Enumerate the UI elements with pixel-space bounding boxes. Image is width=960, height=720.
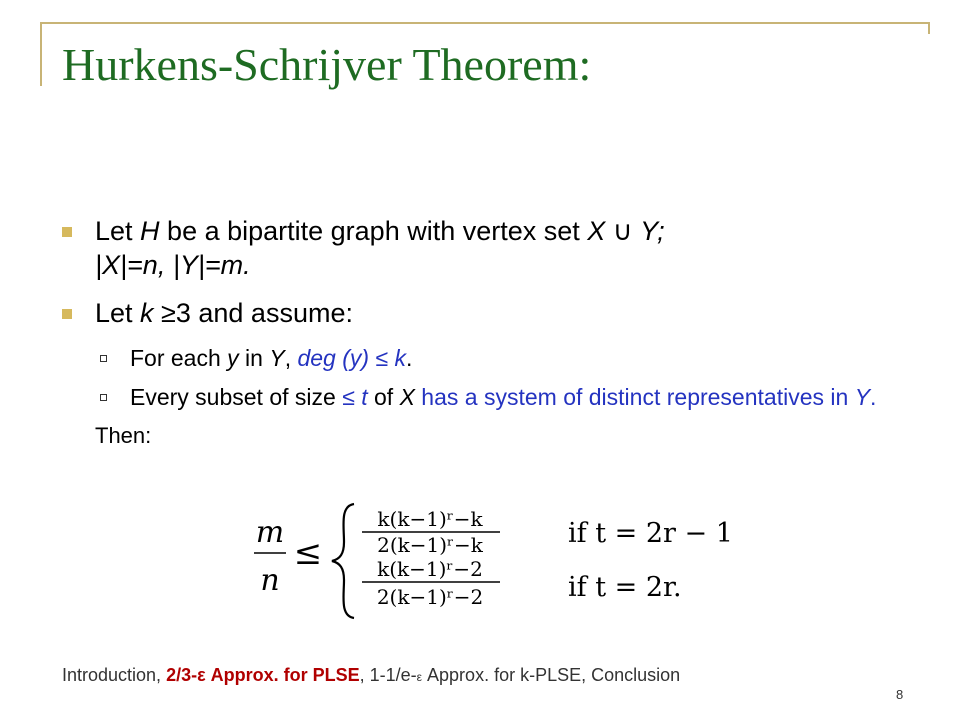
- square-bullet-icon: [62, 309, 72, 319]
- var-y: Y: [854, 384, 871, 410]
- union-symbol: ∪: [605, 216, 641, 246]
- text-let: Let: [95, 216, 141, 246]
- case2-condition: if t = 2r.: [568, 572, 682, 603]
- slide-content: [60, 214, 900, 450]
- footer-current-section[interactable]: 2/3-ε Approx. for PLSE: [166, 665, 360, 685]
- sub-bullet-1: [60, 344, 900, 373]
- sub-bullet-2: [60, 383, 900, 412]
- var-t: t: [361, 384, 368, 410]
- var-y: Y;: [640, 216, 665, 246]
- text-bipartite: be a bipartite graph with vertex set: [159, 216, 588, 246]
- var-x: X: [399, 384, 415, 410]
- formula-le-symbol: ≤: [293, 533, 323, 573]
- hollow-square-bullet-icon: [100, 355, 107, 362]
- text-every-subset: Every subset of size: [130, 384, 343, 410]
- hollow-square-bullet-icon: [100, 394, 107, 401]
- frame-right-line: [928, 22, 930, 34]
- text-comma: ,: [284, 345, 298, 371]
- theorem-formula: [250, 498, 750, 623]
- var-k: k: [140, 298, 154, 328]
- formula-left-brace: [332, 504, 354, 618]
- var-y: Y: [269, 345, 285, 371]
- sdr-condition: has a system of distinct representatives in: [414, 384, 855, 410]
- text-period: .: [405, 345, 413, 371]
- footer-epsilon: ε: [416, 670, 423, 684]
- sub-bullet-2-text: [130, 384, 876, 410]
- var-x: X: [587, 216, 606, 246]
- degree-condition: deg (y) ≤ k: [297, 345, 406, 371]
- le-symbol: ≤: [342, 384, 362, 410]
- bullet-1-text: [95, 216, 665, 280]
- case1-numerator: k(k−1)ʳ−k: [377, 507, 483, 531]
- formula-lhs-numerator: m: [255, 515, 285, 550]
- text-in: in: [238, 345, 270, 371]
- var-y-lower: y: [227, 345, 239, 371]
- slide-title: Hurkens-Schrijver Theorem:: [62, 39, 592, 90]
- formula-lhs-denominator: n: [260, 563, 280, 598]
- bullet-2-text: [95, 298, 353, 328]
- footer-kplse-conclusion[interactable]: Approx. for k-PLSE, Conclusion: [422, 665, 681, 685]
- footer-kplse-prefix[interactable]: , 1-1/e-: [359, 665, 417, 685]
- sub-bullet-1-text: [130, 345, 412, 371]
- square-bullet-icon: [62, 227, 72, 237]
- text-of: of: [367, 384, 400, 410]
- cardinality-text: |X|=n, |Y|=m.: [95, 250, 251, 280]
- case1-denominator: 2(k−1)ʳ−k: [377, 533, 483, 557]
- frame-top-line: [40, 22, 930, 24]
- case1-condition: if t = 2r − 1: [568, 518, 733, 549]
- footer-introduction[interactable]: Introduction,: [62, 665, 167, 685]
- footer-navigation: [62, 665, 680, 686]
- then-label: Then:: [95, 423, 152, 448]
- text-let: Let: [95, 298, 141, 328]
- bullet-1: [60, 214, 900, 282]
- page-number: 8: [896, 687, 904, 702]
- var-h: H: [140, 216, 160, 246]
- text-period: .: [870, 384, 877, 410]
- case2-denominator: 2(k−1)ʳ−2: [376, 585, 484, 609]
- frame-left-line: [40, 22, 42, 86]
- text-for-each: For each: [130, 345, 228, 371]
- text-assume: ≥3 and assume:: [153, 298, 353, 328]
- bullet-2: [60, 296, 900, 330]
- case2-numerator: k(k−1)ʳ−2: [377, 557, 483, 581]
